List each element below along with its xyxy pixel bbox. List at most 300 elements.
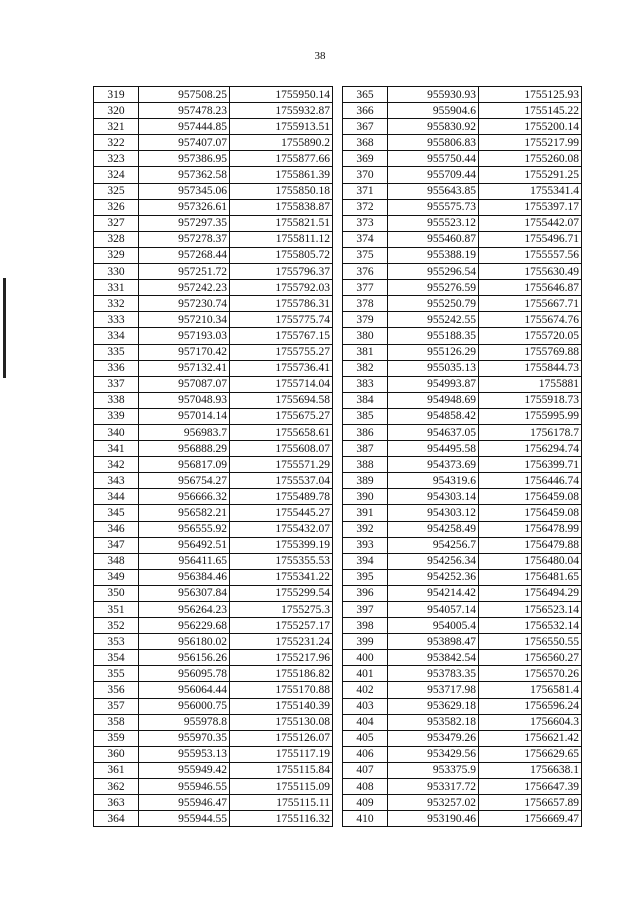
table-row [94, 682, 333, 698]
x-coordinate-cell: 956411.65 [139, 553, 230, 569]
y-coordinate-cell: 1755341.22 [230, 569, 333, 585]
x-coordinate-cell: 955388.19 [388, 247, 479, 263]
y-coordinate-cell: 1755932.87 [230, 103, 333, 119]
coordinates-table-right [342, 86, 582, 827]
x-coordinate-cell: 956983.7 [139, 424, 230, 440]
y-coordinate-cell: 1755630.49 [479, 264, 582, 280]
x-coordinate-cell: 956817.09 [139, 457, 230, 473]
x-coordinate-cell: 955944.55 [139, 811, 230, 827]
y-coordinate-cell: 1755769.88 [479, 344, 582, 360]
point-number-cell: 375 [343, 247, 388, 263]
point-number-cell: 372 [343, 199, 388, 215]
x-coordinate-cell: 956492.51 [139, 537, 230, 553]
x-coordinate-cell: 955978.8 [139, 714, 230, 730]
point-number-cell: 365 [343, 87, 388, 103]
y-coordinate-cell: 1756459.08 [479, 505, 582, 521]
point-number-cell: 396 [343, 585, 388, 601]
y-coordinate-cell: 1755720.05 [479, 328, 582, 344]
x-coordinate-cell: 957278.37 [139, 231, 230, 247]
point-number-cell: 407 [343, 762, 388, 778]
table-row [343, 296, 582, 312]
point-number-cell: 327 [94, 215, 139, 231]
table-row [343, 199, 582, 215]
x-coordinate-cell: 953479.26 [388, 730, 479, 746]
table-row [94, 553, 333, 569]
point-number-cell: 370 [343, 167, 388, 183]
y-coordinate-cell: 1755557.56 [479, 247, 582, 263]
point-number-cell: 367 [343, 119, 388, 135]
x-coordinate-cell: 956095.78 [139, 666, 230, 682]
table-row [94, 87, 333, 103]
x-coordinate-cell: 956666.32 [139, 489, 230, 505]
y-coordinate-cell: 1755496.71 [479, 231, 582, 247]
table-row [94, 408, 333, 424]
x-coordinate-cell: 954303.12 [388, 505, 479, 521]
point-number-cell: 382 [343, 360, 388, 376]
point-number-cell: 410 [343, 811, 388, 827]
x-coordinate-cell: 955830.92 [388, 119, 479, 135]
y-coordinate-cell: 1755918.73 [479, 392, 582, 408]
table-row [94, 489, 333, 505]
table-row [343, 811, 582, 827]
x-coordinate-cell: 956180.02 [139, 634, 230, 650]
x-coordinate-cell: 955709.44 [388, 167, 479, 183]
y-coordinate-cell: 1755950.14 [230, 87, 333, 103]
x-coordinate-cell: 957087.07 [139, 376, 230, 392]
table-row [94, 103, 333, 119]
x-coordinate-cell: 953375.9 [388, 762, 479, 778]
point-number-cell: 361 [94, 762, 139, 778]
y-coordinate-cell: 1755445.27 [230, 505, 333, 521]
table-row [94, 457, 333, 473]
y-coordinate-cell: 1755145.22 [479, 103, 582, 119]
point-number-cell: 377 [343, 280, 388, 296]
table-row [343, 247, 582, 263]
point-number-cell: 397 [343, 602, 388, 618]
y-coordinate-cell: 1755792.03 [230, 280, 333, 296]
x-coordinate-cell: 954057.14 [388, 602, 479, 618]
point-number-cell: 360 [94, 746, 139, 762]
table-row [343, 714, 582, 730]
table-row [343, 634, 582, 650]
x-coordinate-cell: 955035.13 [388, 360, 479, 376]
x-coordinate-cell: 953317.72 [388, 779, 479, 795]
x-coordinate-cell: 955904.6 [388, 103, 479, 119]
table-row [94, 119, 333, 135]
table-row [94, 650, 333, 666]
y-coordinate-cell: 1756596.24 [479, 698, 582, 714]
y-coordinate-cell: 1755399.19 [230, 537, 333, 553]
point-number-cell: 362 [94, 779, 139, 795]
point-number-cell: 319 [94, 87, 139, 103]
x-coordinate-cell: 957268.44 [139, 247, 230, 263]
x-coordinate-cell: 954256.7 [388, 537, 479, 553]
table-row [94, 634, 333, 650]
y-coordinate-cell: 1756669.47 [479, 811, 582, 827]
y-coordinate-cell: 1755231.24 [230, 634, 333, 650]
point-number-cell: 333 [94, 312, 139, 328]
table-row [94, 473, 333, 489]
table-row [94, 280, 333, 296]
y-coordinate-cell: 1755432.07 [230, 521, 333, 537]
y-coordinate-cell: 1755275.3 [230, 602, 333, 618]
y-coordinate-cell: 1755755.27 [230, 344, 333, 360]
table-row [343, 183, 582, 199]
y-coordinate-cell: 1756523.14 [479, 602, 582, 618]
x-coordinate-cell: 957297.35 [139, 215, 230, 231]
x-coordinate-cell: 956582.21 [139, 505, 230, 521]
x-coordinate-cell: 955188.35 [388, 328, 479, 344]
x-coordinate-cell: 955970.35 [139, 730, 230, 746]
x-coordinate-cell: 954214.42 [388, 585, 479, 601]
table-row [94, 360, 333, 376]
table-row [343, 698, 582, 714]
x-coordinate-cell: 955460.87 [388, 231, 479, 247]
y-coordinate-cell: 1755714.04 [230, 376, 333, 392]
y-coordinate-cell: 1755355.53 [230, 553, 333, 569]
point-number-cell: 344 [94, 489, 139, 505]
point-number-cell: 350 [94, 585, 139, 601]
y-coordinate-cell: 1755736.41 [230, 360, 333, 376]
point-number-cell: 352 [94, 618, 139, 634]
y-coordinate-cell: 1756479.88 [479, 537, 582, 553]
table-row [94, 666, 333, 682]
y-coordinate-cell: 1756399.71 [479, 457, 582, 473]
table-row [94, 585, 333, 601]
x-coordinate-cell: 955946.55 [139, 779, 230, 795]
table-row [343, 87, 582, 103]
table-row [343, 746, 582, 762]
table-row [343, 280, 582, 296]
table-row [343, 441, 582, 457]
table-row [343, 618, 582, 634]
x-coordinate-cell: 953582.18 [388, 714, 479, 730]
table-row [94, 811, 333, 827]
y-coordinate-cell: 1755694.58 [230, 392, 333, 408]
y-coordinate-cell: 1756480.04 [479, 553, 582, 569]
x-coordinate-cell: 954948.69 [388, 392, 479, 408]
x-coordinate-cell: 953717.98 [388, 682, 479, 698]
y-coordinate-cell: 1755200.14 [479, 119, 582, 135]
table-row [343, 537, 582, 553]
table-row [343, 779, 582, 795]
point-number-cell: 387 [343, 441, 388, 457]
x-coordinate-cell: 957170.42 [139, 344, 230, 360]
point-number-cell: 340 [94, 424, 139, 440]
table-row [343, 553, 582, 569]
x-coordinate-cell: 957193.03 [139, 328, 230, 344]
x-coordinate-cell: 953629.18 [388, 698, 479, 714]
point-number-cell: 409 [343, 795, 388, 811]
x-coordinate-cell: 956264.23 [139, 602, 230, 618]
table-row [94, 602, 333, 618]
point-number-cell: 374 [343, 231, 388, 247]
scan-edge-mark [3, 278, 6, 378]
point-number-cell: 398 [343, 618, 388, 634]
point-number-cell: 384 [343, 392, 388, 408]
x-coordinate-cell: 956307.84 [139, 585, 230, 601]
point-number-cell: 376 [343, 264, 388, 280]
y-coordinate-cell: 1755811.12 [230, 231, 333, 247]
table-row [343, 376, 582, 392]
point-number-cell: 328 [94, 231, 139, 247]
page-number: 38 [314, 50, 326, 62]
point-number-cell: 332 [94, 296, 139, 312]
x-coordinate-cell: 957326.61 [139, 199, 230, 215]
y-coordinate-cell: 1756581.4 [479, 682, 582, 698]
point-number-cell: 402 [343, 682, 388, 698]
x-coordinate-cell: 956156.26 [139, 650, 230, 666]
table-row [343, 264, 582, 280]
point-number-cell: 355 [94, 666, 139, 682]
x-coordinate-cell: 954005.4 [388, 618, 479, 634]
point-number-cell: 408 [343, 779, 388, 795]
y-coordinate-cell: 1756621.42 [479, 730, 582, 746]
x-coordinate-cell: 957508.25 [139, 87, 230, 103]
y-coordinate-cell: 1755130.08 [230, 714, 333, 730]
point-number-cell: 371 [343, 183, 388, 199]
table-row [94, 199, 333, 215]
x-coordinate-cell: 953190.46 [388, 811, 479, 827]
y-coordinate-cell: 1755775.74 [230, 312, 333, 328]
point-number-cell: 406 [343, 746, 388, 762]
x-coordinate-cell: 953783.35 [388, 666, 479, 682]
x-coordinate-cell: 955296.54 [388, 264, 479, 280]
y-coordinate-cell: 1756560.27 [479, 650, 582, 666]
y-coordinate-cell: 1755116.32 [230, 811, 333, 827]
point-number-cell: 385 [343, 408, 388, 424]
x-coordinate-cell: 957230.74 [139, 296, 230, 312]
table-row [343, 585, 582, 601]
table-row [343, 473, 582, 489]
table-row [343, 730, 582, 746]
point-number-cell: 338 [94, 392, 139, 408]
point-number-cell: 379 [343, 312, 388, 328]
point-number-cell: 347 [94, 537, 139, 553]
y-coordinate-cell: 1755291.25 [479, 167, 582, 183]
y-coordinate-cell: 1755489.78 [230, 489, 333, 505]
table-row [343, 602, 582, 618]
x-coordinate-cell: 955575.73 [388, 199, 479, 215]
y-coordinate-cell: 1755877.66 [230, 151, 333, 167]
x-coordinate-cell: 953257.02 [388, 795, 479, 811]
point-number-cell: 369 [343, 151, 388, 167]
point-number-cell: 358 [94, 714, 139, 730]
table-row [343, 408, 582, 424]
x-coordinate-cell: 957251.72 [139, 264, 230, 280]
point-number-cell: 403 [343, 698, 388, 714]
y-coordinate-cell: 1755767.15 [230, 328, 333, 344]
table-row [94, 376, 333, 392]
table-row [343, 119, 582, 135]
table-row [343, 392, 582, 408]
x-coordinate-cell: 955250.79 [388, 296, 479, 312]
x-coordinate-cell: 955946.47 [139, 795, 230, 811]
y-coordinate-cell: 1756481.65 [479, 569, 582, 585]
point-number-cell: 325 [94, 183, 139, 199]
x-coordinate-cell: 955930.93 [388, 87, 479, 103]
table-row [343, 682, 582, 698]
point-number-cell: 380 [343, 328, 388, 344]
table-row [343, 521, 582, 537]
x-coordinate-cell: 957048.93 [139, 392, 230, 408]
point-number-cell: 330 [94, 264, 139, 280]
x-coordinate-cell: 955126.29 [388, 344, 479, 360]
x-coordinate-cell: 957014.14 [139, 408, 230, 424]
point-number-cell: 334 [94, 328, 139, 344]
x-coordinate-cell: 957407.07 [139, 135, 230, 151]
y-coordinate-cell: 1755667.71 [479, 296, 582, 312]
y-coordinate-cell: 1756459.08 [479, 489, 582, 505]
table-row [343, 489, 582, 505]
y-coordinate-cell: 1755646.87 [479, 280, 582, 296]
point-number-cell: 389 [343, 473, 388, 489]
table-row [343, 151, 582, 167]
point-number-cell: 323 [94, 151, 139, 167]
point-number-cell: 391 [343, 505, 388, 521]
x-coordinate-cell: 953429.56 [388, 746, 479, 762]
y-coordinate-cell: 1755850.18 [230, 183, 333, 199]
point-number-cell: 399 [343, 634, 388, 650]
y-coordinate-cell: 1755115.84 [230, 762, 333, 778]
y-coordinate-cell: 1755170.88 [230, 682, 333, 698]
table-row [343, 360, 582, 376]
table-row [94, 296, 333, 312]
y-coordinate-cell: 1756647.39 [479, 779, 582, 795]
x-coordinate-cell: 956888.29 [139, 441, 230, 457]
y-coordinate-cell: 1755442.07 [479, 215, 582, 231]
point-number-cell: 359 [94, 730, 139, 746]
point-number-cell: 383 [343, 376, 388, 392]
x-coordinate-cell: 957132.41 [139, 360, 230, 376]
x-coordinate-cell: 954256.34 [388, 553, 479, 569]
table-row [94, 746, 333, 762]
y-coordinate-cell: 1756478.99 [479, 521, 582, 537]
table-row [343, 312, 582, 328]
table-row [94, 312, 333, 328]
y-coordinate-cell: 1755299.54 [230, 585, 333, 601]
y-coordinate-cell: 1755115.09 [230, 779, 333, 795]
y-coordinate-cell: 1755125.93 [479, 87, 582, 103]
point-number-cell: 390 [343, 489, 388, 505]
point-number-cell: 321 [94, 119, 139, 135]
coordinates-table-left-body [94, 87, 333, 827]
table-row [343, 650, 582, 666]
table-row [94, 328, 333, 344]
point-number-cell: 392 [343, 521, 388, 537]
x-coordinate-cell: 954993.87 [388, 376, 479, 392]
table-row [94, 779, 333, 795]
y-coordinate-cell: 1755571.29 [230, 457, 333, 473]
table-row [343, 505, 582, 521]
point-number-cell: 366 [343, 103, 388, 119]
coordinates-table-right-body [343, 87, 582, 827]
x-coordinate-cell: 956555.92 [139, 521, 230, 537]
table-row [94, 344, 333, 360]
table-row [343, 666, 582, 682]
y-coordinate-cell: 1755881 [479, 376, 582, 392]
table-row [94, 167, 333, 183]
x-coordinate-cell: 954373.69 [388, 457, 479, 473]
x-coordinate-cell: 955806.83 [388, 135, 479, 151]
table-row [94, 698, 333, 714]
point-number-cell: 368 [343, 135, 388, 151]
x-coordinate-cell: 953842.54 [388, 650, 479, 666]
point-number-cell: 356 [94, 682, 139, 698]
y-coordinate-cell: 1755861.39 [230, 167, 333, 183]
y-coordinate-cell: 1755608.07 [230, 441, 333, 457]
table-row [94, 569, 333, 585]
table-row [94, 505, 333, 521]
table-row [94, 215, 333, 231]
point-number-cell: 363 [94, 795, 139, 811]
point-number-cell: 341 [94, 441, 139, 457]
y-coordinate-cell: 1756294.74 [479, 441, 582, 457]
table-row [343, 424, 582, 440]
table-row [343, 135, 582, 151]
point-number-cell: 348 [94, 553, 139, 569]
table-row [94, 795, 333, 811]
point-number-cell: 329 [94, 247, 139, 263]
x-coordinate-cell: 955276.59 [388, 280, 479, 296]
y-coordinate-cell: 1755117.19 [230, 746, 333, 762]
point-number-cell: 373 [343, 215, 388, 231]
point-number-cell: 405 [343, 730, 388, 746]
table-row [94, 714, 333, 730]
table-row [94, 521, 333, 537]
y-coordinate-cell: 1755796.37 [230, 264, 333, 280]
y-coordinate-cell: 1755217.96 [230, 650, 333, 666]
point-number-cell: 401 [343, 666, 388, 682]
x-coordinate-cell: 956229.68 [139, 618, 230, 634]
point-number-cell: 351 [94, 602, 139, 618]
table-row [343, 328, 582, 344]
point-number-cell: 320 [94, 103, 139, 119]
y-coordinate-cell: 1756178.7 [479, 424, 582, 440]
y-coordinate-cell: 1755674.76 [479, 312, 582, 328]
point-number-cell: 336 [94, 360, 139, 376]
point-number-cell: 378 [343, 296, 388, 312]
point-number-cell: 324 [94, 167, 139, 183]
table-row [343, 795, 582, 811]
x-coordinate-cell: 957242.23 [139, 280, 230, 296]
x-coordinate-cell: 955750.44 [388, 151, 479, 167]
y-coordinate-cell: 1756570.26 [479, 666, 582, 682]
y-coordinate-cell: 1756446.74 [479, 473, 582, 489]
point-number-cell: 381 [343, 344, 388, 360]
y-coordinate-cell: 1755126.07 [230, 730, 333, 746]
point-number-cell: 364 [94, 811, 139, 827]
x-coordinate-cell: 955643.85 [388, 183, 479, 199]
x-coordinate-cell: 955242.55 [388, 312, 479, 328]
x-coordinate-cell: 956384.46 [139, 569, 230, 585]
y-coordinate-cell: 1755805.72 [230, 247, 333, 263]
table-row [94, 183, 333, 199]
x-coordinate-cell: 954495.58 [388, 441, 479, 457]
y-coordinate-cell: 1755341.4 [479, 183, 582, 199]
y-coordinate-cell: 1756629.65 [479, 746, 582, 762]
table-row [343, 215, 582, 231]
y-coordinate-cell: 1756532.14 [479, 618, 582, 634]
table-row [343, 457, 582, 473]
y-coordinate-cell: 1755537.04 [230, 473, 333, 489]
point-number-cell: 343 [94, 473, 139, 489]
point-number-cell: 349 [94, 569, 139, 585]
point-number-cell: 386 [343, 424, 388, 440]
point-number-cell: 331 [94, 280, 139, 296]
point-number-cell: 354 [94, 650, 139, 666]
table-row [94, 441, 333, 457]
